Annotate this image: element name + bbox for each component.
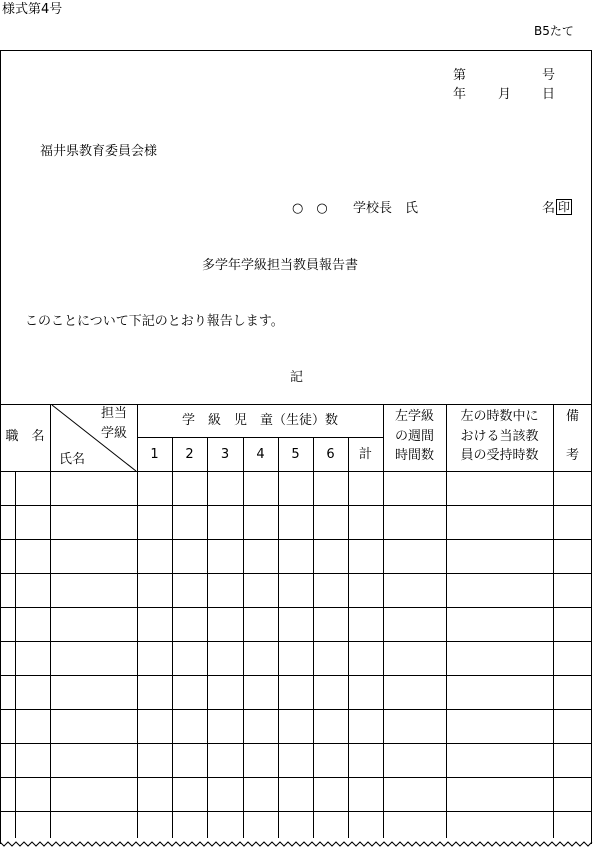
col-diag-bottom: 氏名 <box>59 452 86 467</box>
table-row-divider <box>0 505 592 506</box>
table-row-divider <box>0 607 592 608</box>
body-text: このことについて下記のとおり報告します。 <box>25 314 284 329</box>
table-row-divider <box>0 641 592 642</box>
number-label-go: 号 <box>542 68 556 83</box>
grade-header-1: 1 <box>150 447 159 462</box>
col-remarks-1: 備 <box>565 409 579 424</box>
seal-stamp: 印 <box>558 200 571 214</box>
col-remarks-2: 考 <box>565 448 579 463</box>
number-label-dai: 第 <box>453 68 467 83</box>
ki-label: 記 <box>290 370 304 385</box>
col-weekly-3: 時間数 <box>394 448 434 463</box>
col-weekly-1: 左学級 <box>394 409 434 424</box>
date-year-label: 年 <box>453 87 467 102</box>
addressee: 福井県教育委員会様 <box>40 144 158 159</box>
date-month-label: 月 <box>498 87 512 102</box>
table-row-divider <box>0 539 592 540</box>
grade-header-2: 2 <box>185 447 194 462</box>
col-diag-top-2: 学級 <box>101 426 128 441</box>
table-row-divider <box>0 777 592 778</box>
document-title: 多学年学級担当教員報告書 <box>202 258 359 273</box>
col-position: 職 名 <box>5 429 45 444</box>
paper-size-label: B5たて <box>534 24 574 38</box>
col-assigned-3: 員の受持時数 <box>460 448 539 463</box>
table-row-divider <box>0 675 592 676</box>
grade-header-7: 計 <box>358 447 372 462</box>
grade-header-5: 5 <box>291 447 300 462</box>
sender-name-suffix: 名 <box>542 201 556 216</box>
col-students: 学 級 児 童（生徒）数 <box>181 413 338 428</box>
grade-header-3: 3 <box>220 447 230 462</box>
table-row-divider <box>0 573 592 574</box>
date-day-label: 日 <box>542 87 556 102</box>
table-row-divider <box>0 709 592 710</box>
grade-header-6: 6 <box>326 447 335 462</box>
col-weekly-2: の週間 <box>394 429 434 444</box>
torn-edge <box>0 838 593 850</box>
col-assigned-1: 左の時数中に <box>460 409 539 424</box>
col-assigned-2: おける当該教 <box>460 429 539 444</box>
sender-title: 学校長 氏 <box>353 201 419 216</box>
table-row-divider <box>0 743 592 744</box>
grade-header-4: 4 <box>256 447 265 462</box>
sender-circles: ○ ○ <box>292 201 328 216</box>
col-diag-top-1: 担当 <box>101 406 128 421</box>
form-number: 様式第4号 <box>2 2 63 17</box>
table-row-divider <box>0 811 592 812</box>
